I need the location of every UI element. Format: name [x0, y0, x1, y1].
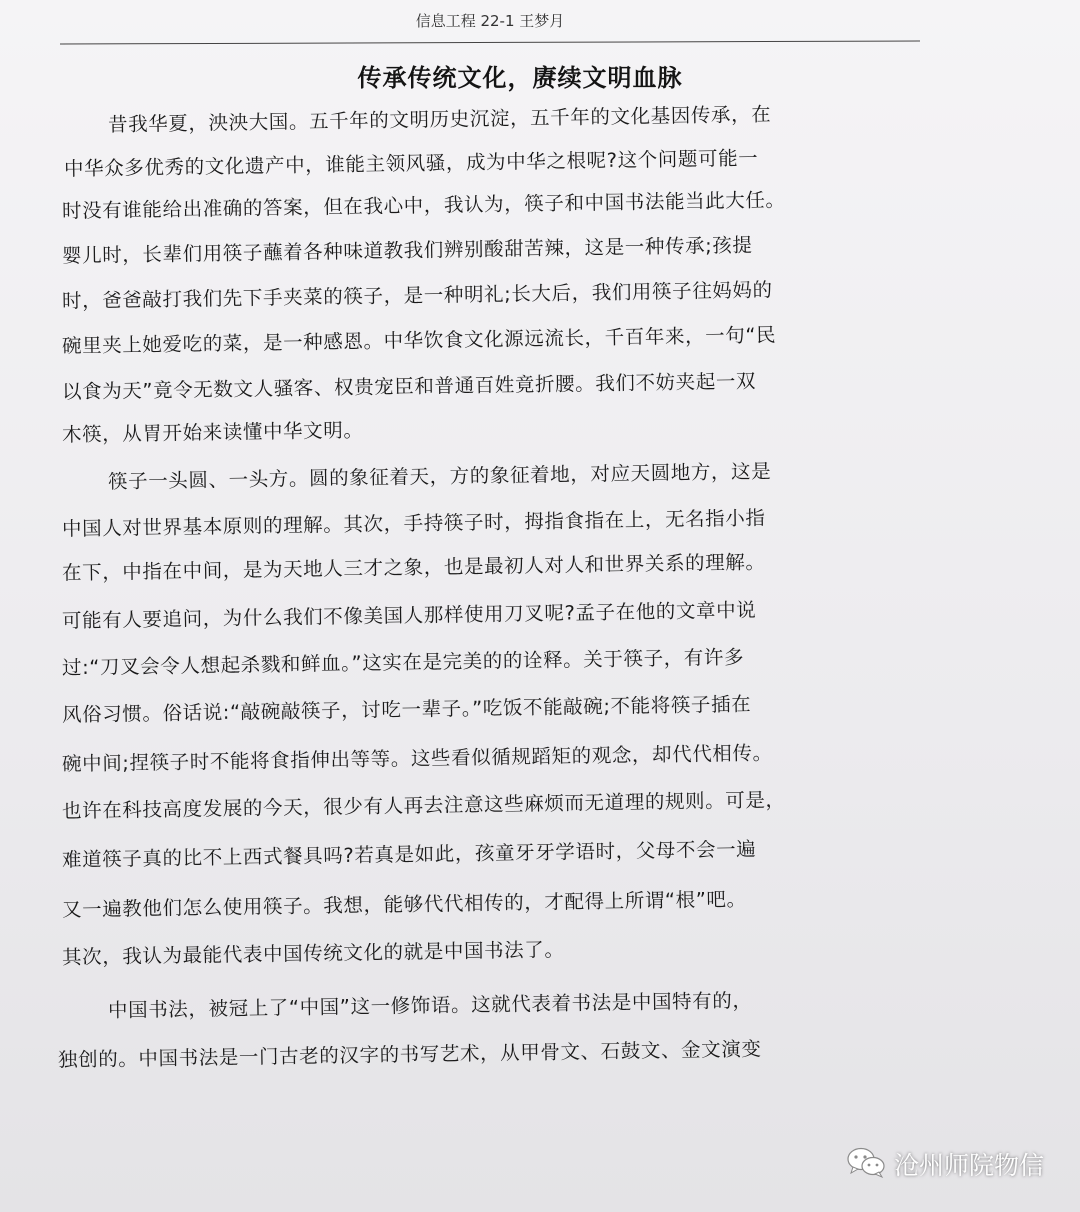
body-line: 独创的。中国书法是一门古老的汉字的书写艺术，从甲骨文、石鼓文、金文演变	[57, 1037, 762, 1072]
header-rule	[60, 40, 920, 44]
body-line: 筷子一头圆、一头方。圆的象征着天，方的象征着地，对应天圆地方，这是	[107, 459, 772, 494]
document-title: 传承传统文化，赓续文明血脉	[357, 64, 683, 92]
body-line: 中国人对世界基本原则的理解。其次，手持筷子时，拇指食指在上，无名指小指	[61, 506, 766, 541]
body-line: 又一遍教他们怎么使用筷子。我想，能够代代相传的，才配得上所谓“根”吧。	[61, 887, 747, 922]
body-line: 碗里夹上她爱吃的菜，是一种感恩。中华饮食文化源远流长，千百年来，一句“民	[61, 323, 777, 358]
body-line: 婴儿时，长辈们用筷子蘸着各种味道教我们辨别酸甜苦辣，这是一种传承;孩提	[61, 233, 753, 268]
body-line: 碗中间;捏筷子时不能将食指伸出等等。这些看似循规蹈矩的观念，却代代相传。	[61, 741, 773, 776]
body-line: 可能有人要追问，为什么我们不像美国人那样使用刀叉呢?孟子在他的文章中说	[61, 598, 757, 633]
body-line: 昔我华夏，泱泱大国。五千年的文明历史沉淀，五千年的文化基因传承，在	[107, 102, 772, 137]
body-line: 时没有谁能给出准确的答案，但在我心中，我认为，筷子和中国书法能当此大任。	[61, 188, 786, 223]
running-head: 信息工程 22-1 王梦月	[415, 12, 565, 30]
body-line: 过:“刀叉会令人想起杀戮和鲜血。”这实在是完美的的诠释。关于筷子，有许多	[61, 645, 745, 680]
body-line: 也许在科技高度发展的今天，很少有人再去注意这些麻烦而无道理的规则。可是，	[61, 788, 786, 823]
watermark-text: 沧州师院物信	[893, 1151, 1044, 1180]
body-line: 中华众多优秀的文化遗产中，谁能主领风骚，成为中华之根呢?这个问题可能一	[63, 146, 759, 181]
body-line: 其次，我认为最能代表中国传统文化的就是中国书法了。	[61, 938, 565, 969]
body-line: 木筷，从胃开始来读懂中华文明。	[61, 418, 364, 447]
body-line: 风俗习惯。俗话说:“敲碗敲筷子，讨吃一辈子。”吃饭不能敲碗;不能将筷子插在	[61, 692, 752, 727]
body-line: 难道筷子真的比不上西式餐具吗?若真是如此，孩童牙牙学语时，父母不会一遍	[61, 837, 757, 872]
wechat-icon	[846, 1146, 886, 1182]
channel-watermark	[846, 1146, 1044, 1182]
body-line: 时，爸爸敲打我们先下手夹菜的筷子，是一种明礼;长大后，我们用筷子往妈妈的	[61, 278, 773, 313]
body-line: 中国书法，被冠上了“中国”这一修饰语。这就代表着书法是中国特有的，	[107, 988, 753, 1023]
body-line: 在下，中指在中间，是为天地人三才之象，也是最初人对人和世界关系的理解。	[61, 550, 766, 585]
body-line: 以食为天”竟令无数文人骚客、权贵宠臣和普通百姓竟折腰。我们不妨夹起一双	[61, 369, 757, 404]
